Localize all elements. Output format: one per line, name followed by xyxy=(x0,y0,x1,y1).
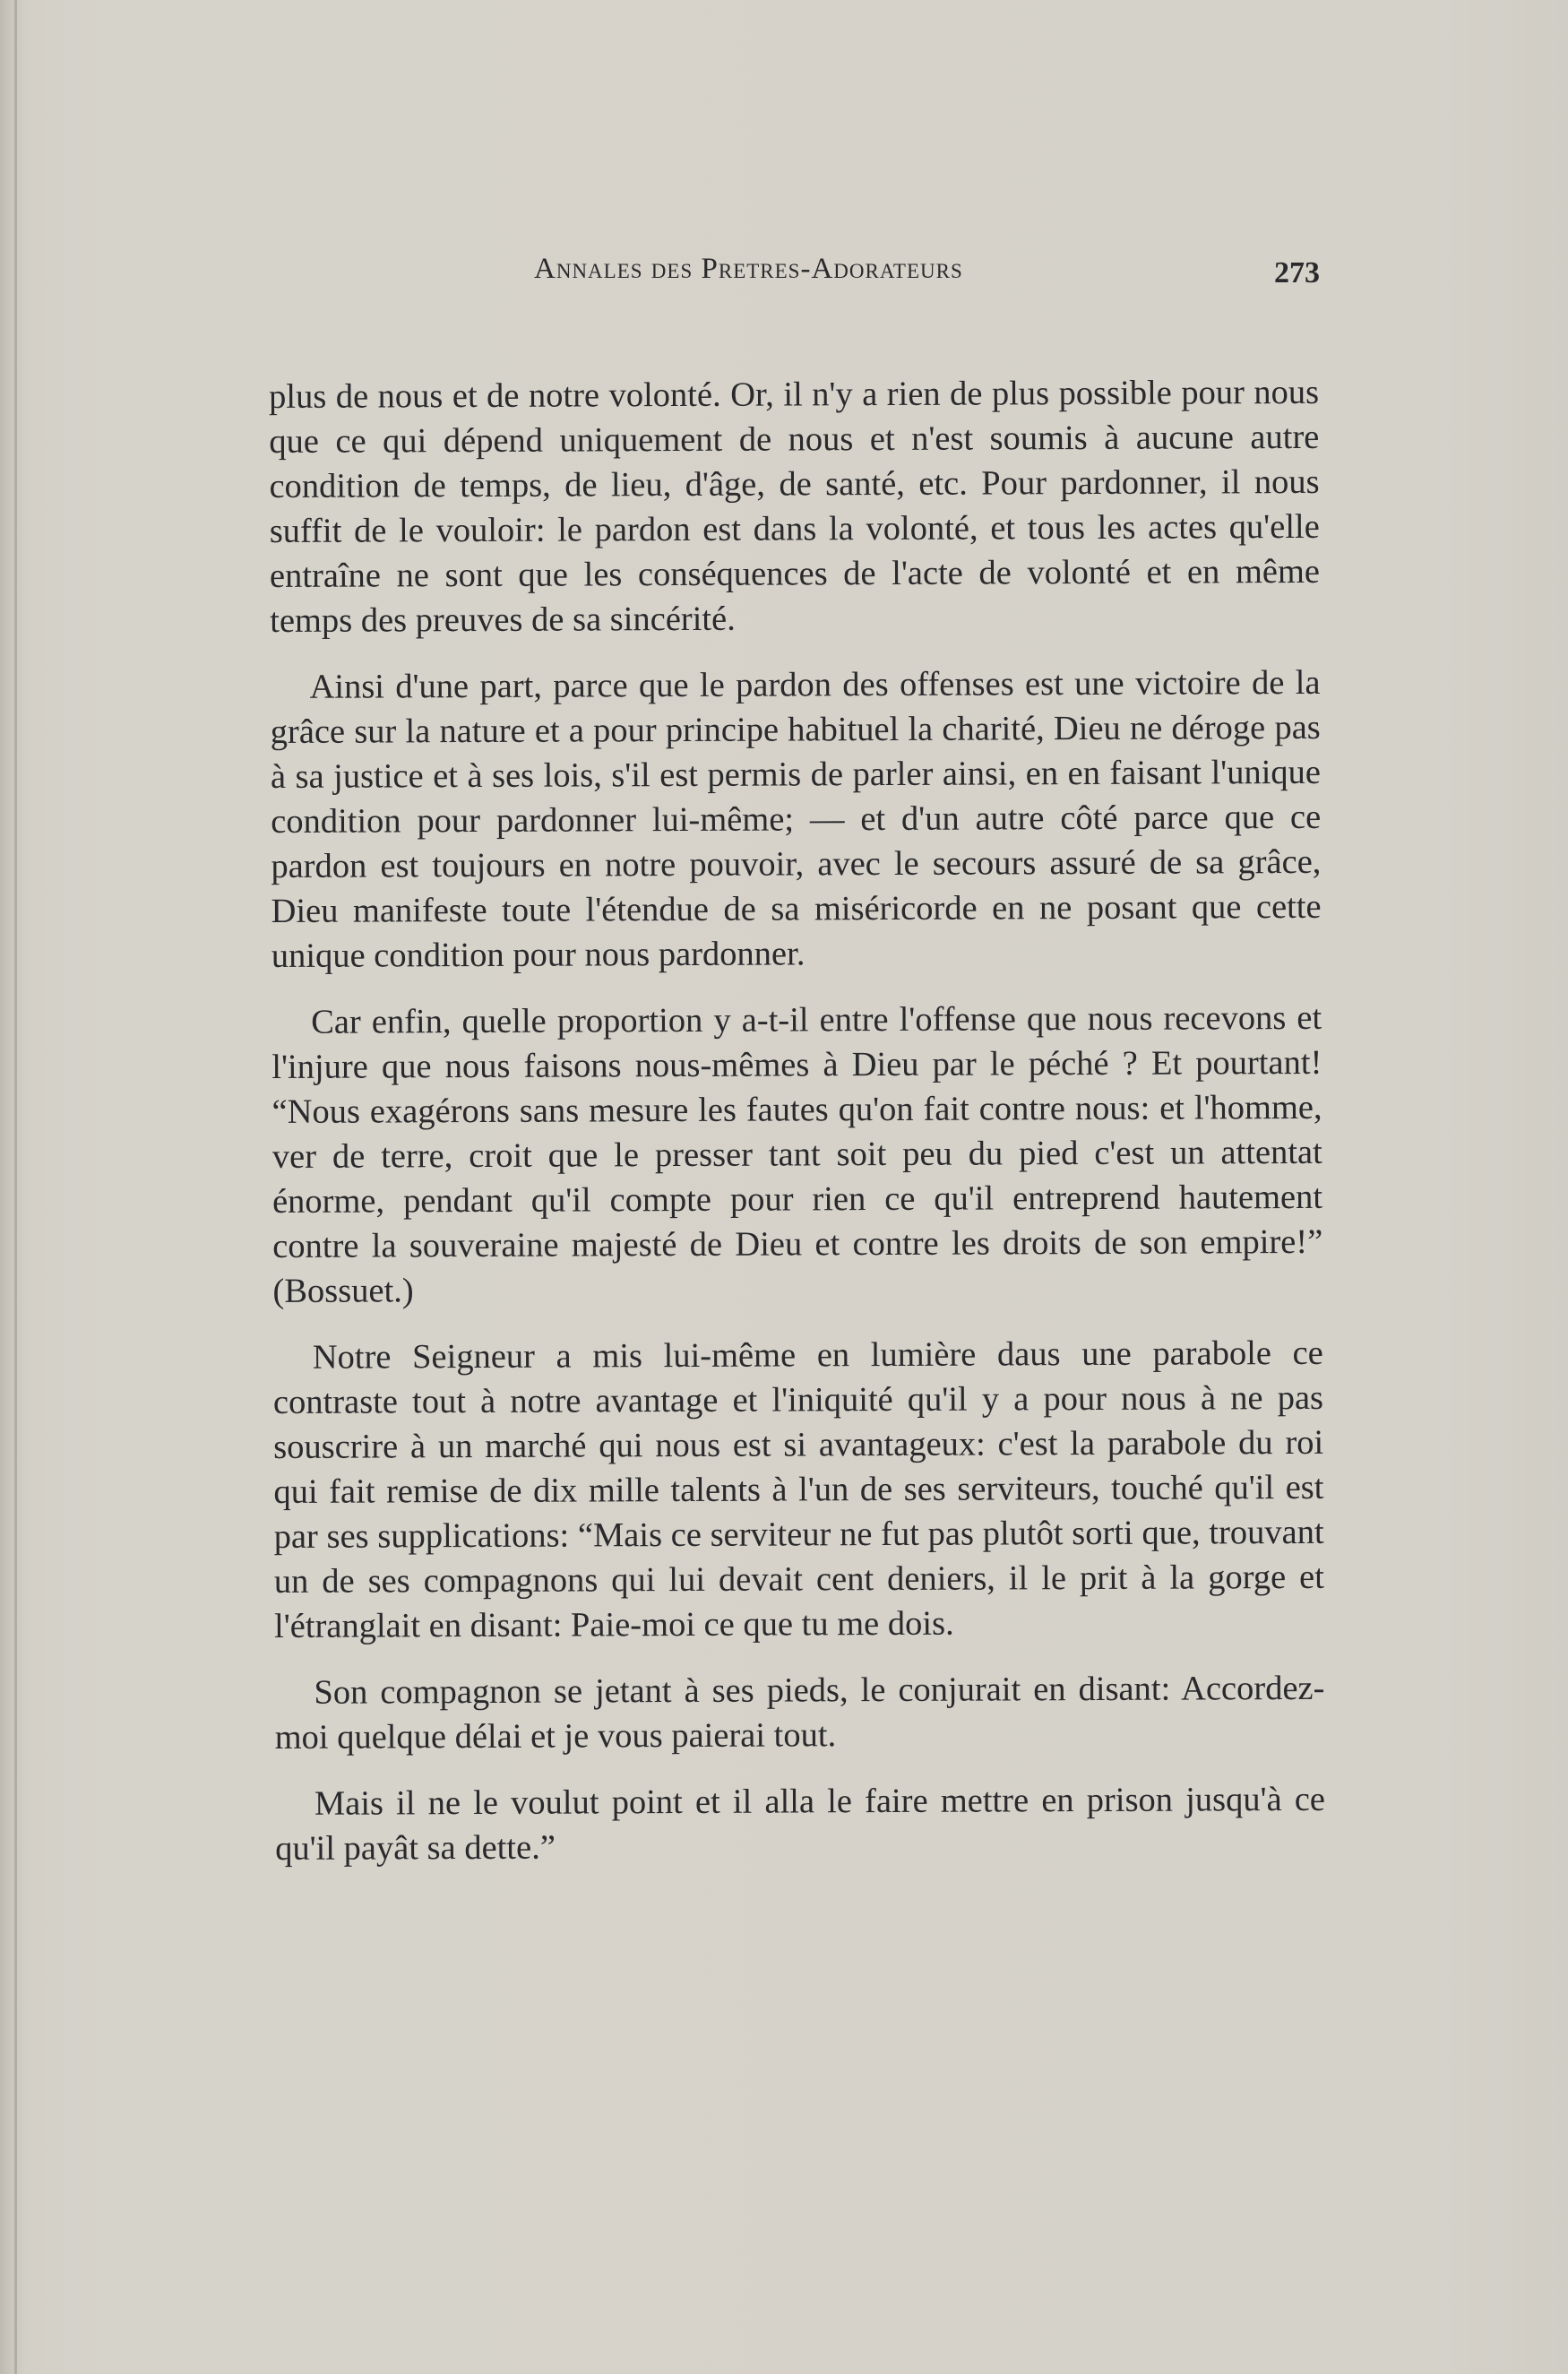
paragraph: Ainsi d'une part, parce que le pardon des offenses est une victoire de la grâce sur la nature et a pour principe habituel la charité, Dieu ne déroge pas à sa justice et à ses lois, s'il est permis de parler ainsi, en en faisant l'unique condition pour pardonner lui-même; — et d'un autre côté parce que ce pardon est toujours en notre pouvoir, avec le secours assuré de sa grâce, Dieu manifeste toute l'étendue de sa miséricorde en ne posant que cette unique condition pour nous pardonner. xyxy=(270,663,1322,975)
paragraph: Car enfin, quelle proportion y a-t-il entre l'offense que nous recevons et l'injure que nous faisons nous-mêmes à Dieu par le péché ? Et pourtant! “Nous exagérons sans mesure les fautes qu'on fait contre nous: et l'homme, ver de terre, croit que le presser tant soit peu du pied c'est un attentat énorme, pendant qu'il compte pour rien ce qu'il entreprend hautement contre la souveraine majesté de Dieu et contre les droits de son empire!” (Bossuet.) xyxy=(271,998,1323,1310)
paragraph: Notre Seigneur a mis lui-même en lumière daus une parabole ce contraste tout à notre avantage et l'iniquité qu'il y a pour nous à ne pas souscrire à un marché qui nous est si avantageux: c'est la parabole du roi qui fait remise de dix mille talents à l'un de ses serviteurs, touché qu'il est par ses supplications: “Mais ce serviteur ne fut pas plutôt sorti que, trouvant un de ses compagnons qui lui devait cent deniers, il le prit à la gorge et l'étranglait en disant: Paie-moi ce que tu me dois. xyxy=(272,1334,1324,1645)
paragraph: Son compagnon se jetant à ses pieds, le conjurait en disant: Accordez-moi quelque délai et je vous paierai tout. xyxy=(274,1669,1325,1757)
page-number: 273 xyxy=(1274,256,1320,289)
paragraph: plus de nous et de notre volonté. Or, il n'y a rien de plus possible pour nous que ce qui dépend uniquement de nous et n'est soumis à aucune autre condition de temps, de lieu, d'âge, de santé, etc. Pour pardonner, il nous suffit de le vouloir: le pardon est dans la volonté, et tous les actes qu'elle entraîne ne sont que les conséquences de l'acte de volonté et en même temps des preuves de sa sincérité. xyxy=(269,373,1321,640)
body-text xyxy=(269,370,1325,1893)
page-edge xyxy=(14,0,17,2374)
paragraph: Mais il ne le voulut point et il alla le faire mettre en prison jusqu'à ce qu'il payât sa dette.” xyxy=(275,1780,1326,1868)
running-head-title: Annales des Pretres-Adorateurs xyxy=(534,253,963,285)
